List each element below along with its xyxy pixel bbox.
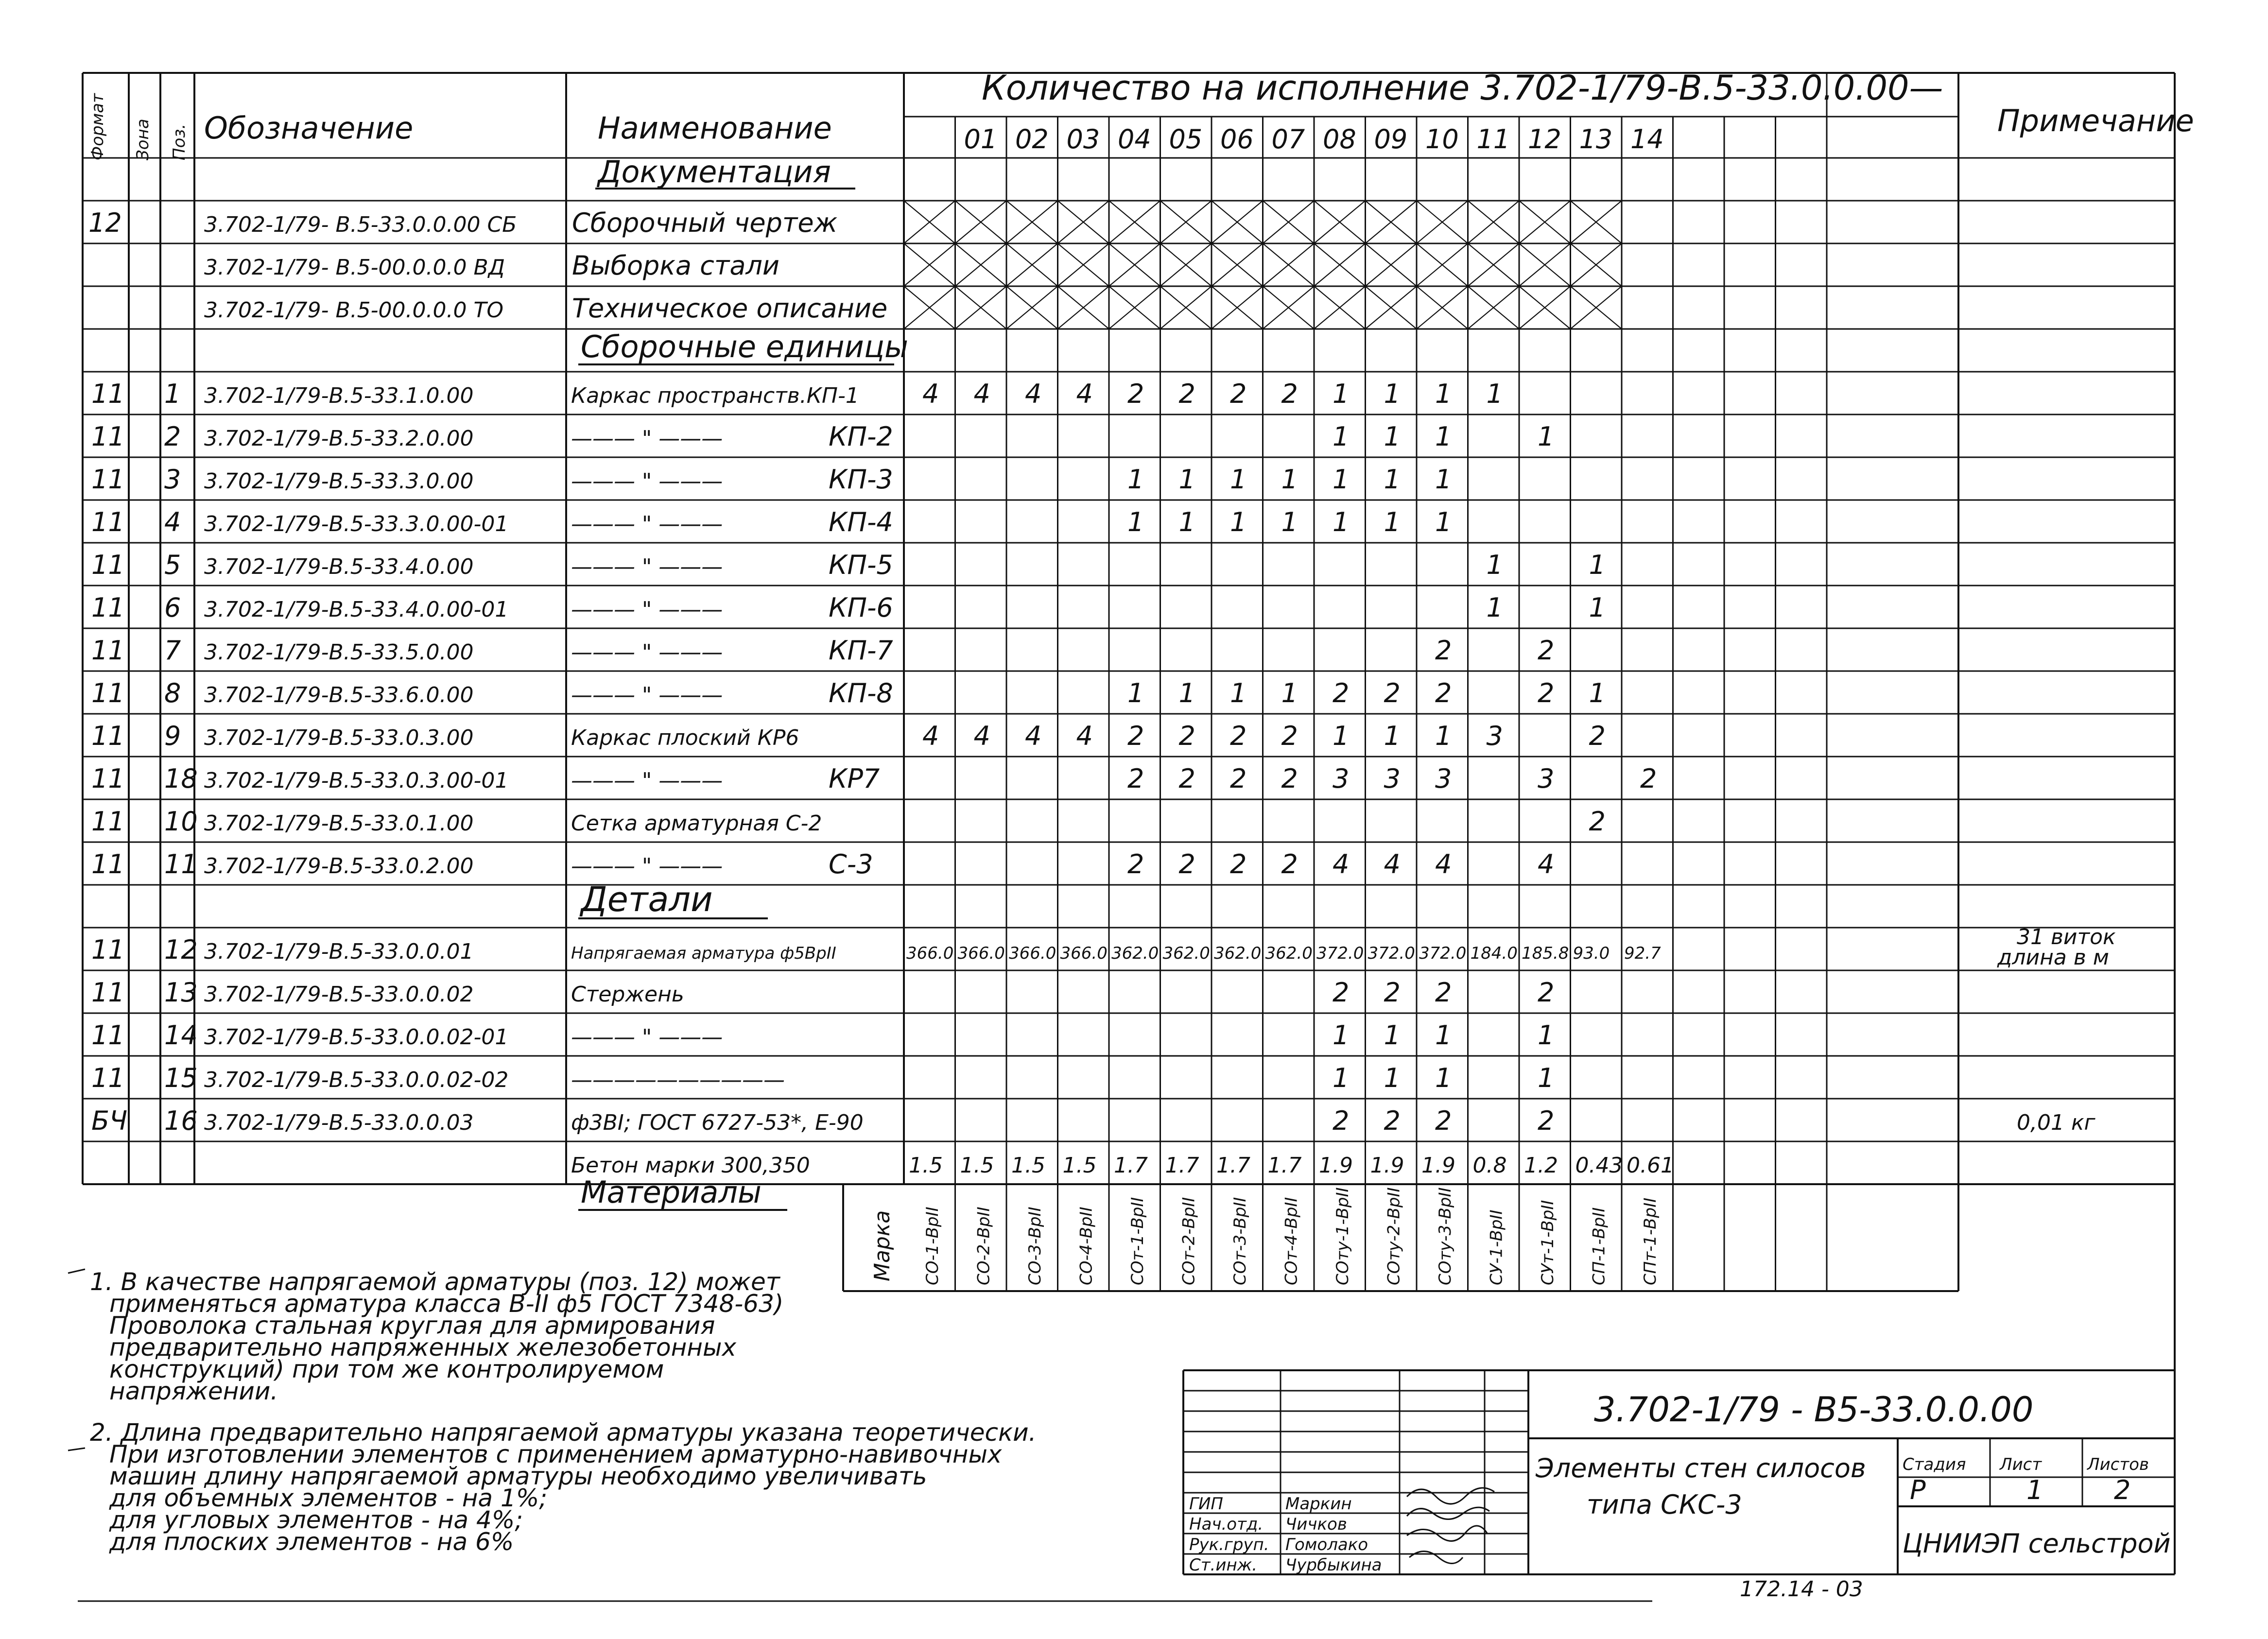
execution-header: 13 xyxy=(1579,124,1613,155)
quantity-cell: 1 xyxy=(1384,421,1401,452)
row-name-mark: КП-6 xyxy=(829,592,893,623)
quantity-cell: 1 xyxy=(1127,507,1144,537)
row-name-mark: КР7 xyxy=(829,763,880,794)
quantity-cell: 2 xyxy=(1384,678,1401,708)
quantity-cell: 1 xyxy=(1333,421,1350,452)
row-designation: 3.702-1/79-В.5-33.5.0.00 xyxy=(204,640,474,665)
note-line: напряжении. xyxy=(109,1377,278,1405)
doc-format: 12 xyxy=(88,207,122,238)
row-name: ——— " ——— xyxy=(571,640,723,665)
quantity-cell: 2 xyxy=(1333,977,1350,1008)
material-quantity: 1.2 xyxy=(1524,1153,1558,1178)
quantity-cell: 362.0 xyxy=(1162,944,1210,963)
quantity-cell: 3 xyxy=(1486,721,1503,751)
quantity-cell: 1 xyxy=(1127,678,1144,708)
material-quantity: 1.7 xyxy=(1216,1153,1250,1178)
material-row xyxy=(571,1153,1674,1178)
section-assembly-units: Сборочные единицы xyxy=(581,329,909,364)
row-designation: 3.702-1/79-В.5-33.2.0.00 xyxy=(204,426,474,451)
row-pos: 9 xyxy=(164,721,181,751)
row-name: ——— " ——— xyxy=(571,854,723,879)
row-name: ——— " ——— xyxy=(571,554,723,579)
row-name: Каркас плоский КР6 xyxy=(571,725,799,750)
row-designation: 3.702-1/79-В.5-33.0.3.00-01 xyxy=(204,768,509,793)
execution-header: 04 xyxy=(1118,124,1151,155)
quantity-cell: 2 xyxy=(1281,721,1298,751)
stamp-stage: Р xyxy=(1910,1475,1926,1505)
detail-designation: 3.702-1/79-В.5-33.0.0.03 xyxy=(204,1110,474,1135)
material-quantity: 1.5 xyxy=(1011,1153,1045,1178)
grid-line xyxy=(68,1448,85,1450)
quantity-cell: 1 xyxy=(1333,1063,1350,1093)
execution-header: 10 xyxy=(1425,124,1459,155)
quantity-cell: 1 xyxy=(1281,678,1298,708)
quantity-cell: 1 xyxy=(1230,507,1247,537)
stamp-title-2: типа СКС-3 xyxy=(1587,1489,1742,1520)
quantity-cell: 1 xyxy=(1435,721,1452,751)
execution-header: 14 xyxy=(1630,124,1664,155)
row-designation: 3.702-1/79-В.5-33.4.0.00-01 xyxy=(204,597,509,622)
quantity-cell: 2 xyxy=(1333,678,1350,708)
material-quantity: 0.43 xyxy=(1575,1153,1623,1178)
stamp-role: Рук.груп. xyxy=(1189,1535,1269,1554)
quantity-cell: 1 xyxy=(1435,464,1452,495)
quantity-cell: 366.0 xyxy=(1009,944,1056,963)
detail-designation: 3.702-1/79-В.5-33.0.0.02-02 xyxy=(204,1068,509,1092)
col-zone-header: Зона xyxy=(133,119,153,160)
detail-note: длина в м xyxy=(1997,945,2109,970)
material-quantity: 1.5 xyxy=(1062,1153,1097,1178)
quantity-cell: 372.0 xyxy=(1419,944,1467,963)
col-format-header: Формат xyxy=(88,93,107,160)
detail-pos: 15 xyxy=(164,1063,198,1093)
stamp-sheets: 2 xyxy=(2114,1475,2131,1505)
mark-code: СОт-3-ВрII xyxy=(1230,1197,1250,1285)
quantity-cell: 2 xyxy=(1384,1105,1401,1136)
quantity-cell: 3 xyxy=(1333,763,1350,794)
mark-code: СО-2-ВрII xyxy=(974,1207,994,1285)
stamp-role: Нач.отд. xyxy=(1189,1515,1264,1534)
stamp-org: ЦНИИЭП сельстрой xyxy=(1903,1528,2171,1559)
material-quantity: 1.7 xyxy=(1165,1153,1199,1178)
material-quantity: 1.5 xyxy=(909,1153,943,1178)
execution-header: 07 xyxy=(1271,124,1305,155)
row-format: 11 xyxy=(91,507,125,537)
row-format: 11 xyxy=(91,464,125,495)
quantity-cell: 1 xyxy=(1538,421,1555,452)
quantity-cell: 4 xyxy=(1435,849,1452,880)
quantity-cell: 4 xyxy=(1538,849,1555,880)
row-format: 11 xyxy=(91,635,125,666)
mark-code: СУ-1-ВрII xyxy=(1487,1209,1506,1285)
quantity-cell: 2 xyxy=(1127,849,1144,880)
row-pos: 1 xyxy=(164,379,181,409)
quantity-cell: 1 xyxy=(1127,464,1144,495)
quantity-cell: 1 xyxy=(1589,550,1606,580)
quantity-cell: 1 xyxy=(1384,1063,1401,1093)
detail-designation: 3.702-1/79-В.5-33.0.0.01 xyxy=(204,939,474,964)
quantity-cell: 1 xyxy=(1384,507,1401,537)
note-line: 2. Длина предварительно напрягаемой арматуры указана теоретически. xyxy=(90,1418,1037,1447)
detail-note: 31 виток xyxy=(2017,925,2116,949)
section-details: Детали xyxy=(581,880,713,919)
execution-header: 03 xyxy=(1066,124,1100,155)
detail-name: Напрягаемая арматура ф5ВрII xyxy=(571,944,836,963)
material-name: Бетон марки 300,350 xyxy=(571,1153,810,1178)
row-name-mark: КП-4 xyxy=(829,507,893,537)
row-designation: 3.702-1/79-В.5-33.6.0.00 xyxy=(204,683,474,707)
doc-designation: 3.702-1/79- В.5-33.0.0.00 СБ xyxy=(204,212,517,237)
quantity-cell: 2 xyxy=(1230,763,1247,794)
row-name-mark: КП-5 xyxy=(829,550,893,580)
quantity-cell: 1 xyxy=(1230,678,1247,708)
execution-header: 12 xyxy=(1528,124,1561,155)
quantity-cell: 185.8 xyxy=(1522,944,1569,963)
execution-header: 08 xyxy=(1323,124,1356,155)
row-pos: 3 xyxy=(164,464,181,495)
mark-code: СУт-1-ВрII xyxy=(1538,1200,1558,1285)
quantity-cell: 4 xyxy=(1025,379,1042,409)
quantity-cell: 1 xyxy=(1281,507,1298,537)
row-name-mark: КП-2 xyxy=(829,421,893,452)
execution-header: 01 xyxy=(964,124,998,155)
row-name: ——— " ——— xyxy=(571,426,723,451)
quantity-cell: 2 xyxy=(1333,1105,1350,1136)
detail-designation: 3.702-1/79-В.5-33.0.0.02 xyxy=(204,982,474,1007)
quantity-cell: 2 xyxy=(1230,721,1247,751)
row-format: 11 xyxy=(91,849,125,880)
quantity-cell: 2 xyxy=(1538,977,1555,1008)
quantity-cell: 2 xyxy=(1127,721,1144,751)
mark-code: СОт-4-ВрII xyxy=(1281,1197,1301,1285)
doc-name: Техническое описание xyxy=(572,293,888,324)
quantity-cell: 3 xyxy=(1435,763,1452,794)
stamp-role: ГИП xyxy=(1189,1494,1223,1514)
row-format: 11 xyxy=(91,678,125,708)
quantity-cell: 4 xyxy=(973,721,990,751)
row-pos: 7 xyxy=(164,635,181,666)
stamp-person: Гомолако xyxy=(1285,1535,1368,1554)
quantity-cell: 1 xyxy=(1384,464,1401,495)
stamp-stage-label: Стадия xyxy=(1903,1455,1966,1474)
quantity-cell: 362.0 xyxy=(1265,944,1313,963)
stamp-sheet: 1 xyxy=(2026,1475,2043,1505)
quantity-cell: 184.0 xyxy=(1470,944,1518,963)
signature-mark xyxy=(1409,1552,1463,1564)
mark-code: СОту-2-ВрII xyxy=(1384,1187,1404,1285)
row-designation: 3.702-1/79-В.5-33.0.2.00 xyxy=(204,854,474,879)
row-name: ——— " ——— xyxy=(571,597,723,622)
quantity-cell: 2 xyxy=(1281,849,1298,880)
note-line: Проволока стальная круглая для армирования xyxy=(109,1311,715,1340)
quantity-cell: 1 xyxy=(1230,464,1247,495)
note-line: машин длину напрягаемой арматуры необходимо увеличивать xyxy=(109,1462,927,1490)
quantity-cell: 2 xyxy=(1435,678,1452,708)
quantity-cell: 2 xyxy=(1435,1105,1452,1136)
row-name: ——— " ——— xyxy=(571,512,723,536)
row-name-mark: КП-8 xyxy=(829,678,893,708)
stamp-person: Чичков xyxy=(1285,1515,1347,1534)
stamp-sheet-label: Лист xyxy=(2000,1455,2042,1474)
row-pos: 6 xyxy=(164,592,181,623)
detail-format: 11 xyxy=(91,977,125,1008)
detail-name: Стержень xyxy=(571,982,684,1007)
col-note-header: Примечание xyxy=(1997,103,2194,138)
row-name-mark: КП-7 xyxy=(829,635,893,666)
quantity-cell: 2 xyxy=(1178,379,1195,409)
quantity-cell: 372.0 xyxy=(1316,944,1364,963)
quantity-cell: 1 xyxy=(1333,507,1350,537)
row-pos: 8 xyxy=(164,678,181,708)
col-name-header: Наименование xyxy=(598,110,832,146)
row-name-mark: С-3 xyxy=(829,849,873,880)
doc-name: Выборка стали xyxy=(572,250,780,281)
signature-mark xyxy=(1407,1488,1494,1504)
detail-rows xyxy=(91,925,2116,1136)
detail-format: БЧ xyxy=(91,1105,128,1136)
quantity-cell: 2 xyxy=(1589,721,1606,751)
note-line: для объемных элементов - на 1%; xyxy=(109,1484,548,1512)
stamp-person: Чурбыкина xyxy=(1285,1555,1382,1575)
material-quantity: 1.9 xyxy=(1370,1153,1404,1178)
detail-pos: 12 xyxy=(164,934,198,965)
quantity-cell: 1 xyxy=(1538,1063,1555,1093)
row-designation: 3.702-1/79-В.5-33.0.1.00 xyxy=(204,811,474,836)
quantity-cell: 2 xyxy=(1538,1105,1555,1136)
quantity-cell: 3 xyxy=(1538,763,1555,794)
quantity-cell: 2 xyxy=(1178,721,1195,751)
row-format: 11 xyxy=(91,592,125,623)
quantity-cell: 1 xyxy=(1589,592,1606,623)
detail-format: 11 xyxy=(91,1020,125,1051)
note-line: конструкций) при том же контролируемом xyxy=(109,1355,664,1383)
quantity-cell: 366.0 xyxy=(1060,944,1108,963)
quantity-cell: 4 xyxy=(1384,849,1401,880)
detail-designation: 3.702-1/79-В.5-33.0.0.02-01 xyxy=(204,1025,509,1050)
quantity-cell: 362.0 xyxy=(1214,944,1262,963)
quantity-cell: 4 xyxy=(973,379,990,409)
quantity-cell: 372.0 xyxy=(1368,944,1415,963)
mark-code: СО-3-ВрII xyxy=(1025,1207,1045,1285)
quantity-cell: 2 xyxy=(1281,763,1298,794)
quantity-cell: 366.0 xyxy=(957,944,1005,963)
detail-format: 11 xyxy=(91,934,125,965)
quantity-cell: 2 xyxy=(1230,849,1247,880)
quantity-cell: 2 xyxy=(1127,379,1144,409)
documentation-rows xyxy=(88,207,887,324)
note-line: применяться арматура класса В-II ф5 ГОСТ 7348-63) xyxy=(109,1290,784,1318)
quantity-cell: 1 xyxy=(1435,421,1452,452)
quantity-cell: 2 xyxy=(1538,635,1555,666)
row-format: 11 xyxy=(91,421,125,452)
material-quantity: 0.61 xyxy=(1627,1153,1674,1178)
quantity-cell: 2 xyxy=(1384,977,1401,1008)
material-quantity: 0.8 xyxy=(1472,1153,1507,1178)
quantity-cell: 1 xyxy=(1589,678,1606,708)
quantity-cell: 4 xyxy=(922,721,939,751)
detail-pos: 14 xyxy=(164,1020,198,1051)
quantity-cell: 1 xyxy=(1384,1020,1401,1051)
stamp-code: 3.702-1/79 - В5-33.0.0.00 xyxy=(1594,1390,2034,1430)
stamp-role: Ст.инж. xyxy=(1189,1555,1258,1575)
note-line: для плоских элементов - на 6% xyxy=(109,1528,514,1556)
quantity-cell: 1 xyxy=(1538,1020,1555,1051)
detail-name: —————————— xyxy=(571,1068,785,1092)
marks-row xyxy=(870,1187,1660,1285)
quantity-cell: 2 xyxy=(1127,763,1144,794)
quantity-cell: 1 xyxy=(1435,1063,1452,1093)
quantity-cell: 2 xyxy=(1538,678,1555,708)
row-pos: 2 xyxy=(164,421,181,452)
grid-line xyxy=(68,1269,85,1273)
row-pos: 11 xyxy=(164,849,198,880)
row-pos: 5 xyxy=(164,550,181,580)
quantity-cell: 4 xyxy=(1076,379,1093,409)
quantity-cell: 2 xyxy=(1178,849,1195,880)
quantity-cell: 4 xyxy=(1333,849,1350,880)
quantity-cell: 3 xyxy=(1384,763,1401,794)
quantity-cell: 1 xyxy=(1333,464,1350,495)
row-pos: 10 xyxy=(164,806,198,837)
row-pos: 18 xyxy=(164,763,198,794)
row-designation: 3.702-1/79-В.5-33.3.0.00 xyxy=(204,469,474,494)
doc-name: Сборочный чертеж xyxy=(572,207,838,238)
detail-pos: 13 xyxy=(164,977,198,1008)
stamp-title-1: Элементы стен силосов xyxy=(1536,1453,1866,1484)
row-designation: 3.702-1/79-В.5-33.1.0.00 xyxy=(204,383,474,408)
mark-code: СОту-3-ВрII xyxy=(1436,1187,1455,1285)
quantity-cell: 2 xyxy=(1281,379,1298,409)
quantity-cell: 366.0 xyxy=(906,944,954,963)
quantity-cell: 1 xyxy=(1333,1020,1350,1051)
row-format: 11 xyxy=(91,763,125,794)
row-name: ——— " ——— xyxy=(571,768,723,793)
marks-label: Марка xyxy=(870,1210,895,1281)
quantity-cell: 2 xyxy=(1178,763,1195,794)
quantity-cell: 2 xyxy=(1435,635,1452,666)
execution-header: 06 xyxy=(1220,124,1254,155)
row-designation: 3.702-1/79-В.5-33.4.0.00 xyxy=(204,554,474,579)
doc-designation: 3.702-1/79- В.5-00.0.0.0 ТО xyxy=(204,298,503,323)
row-name: ——— " ——— xyxy=(571,683,723,707)
mark-code: СОт-2-ВрII xyxy=(1179,1197,1199,1285)
quantity-cell: 1 xyxy=(1281,464,1298,495)
col-designation-header: Обозначение xyxy=(204,110,414,146)
row-name-mark: КП-3 xyxy=(829,464,893,495)
material-quantity: 1.5 xyxy=(960,1153,994,1178)
quantity-cell: 1 xyxy=(1486,592,1503,623)
execution-header: 05 xyxy=(1169,124,1203,155)
execution-header: 02 xyxy=(1015,124,1049,155)
material-quantity: 1.7 xyxy=(1114,1153,1148,1178)
quantity-cell: 2 xyxy=(1230,379,1247,409)
col-pos-header: Поз. xyxy=(170,123,189,160)
quantity-cell: 93.0 xyxy=(1573,944,1610,963)
row-designation: 3.702-1/79-В.5-33.0.3.00 xyxy=(204,725,474,750)
quantity-cell: 4 xyxy=(922,379,939,409)
detail-note: 0,01 кг xyxy=(2017,1110,2095,1135)
execution-header: 11 xyxy=(1476,124,1510,155)
quantity-cell: 1 xyxy=(1435,1020,1452,1051)
quantity-cell: 1 xyxy=(1435,379,1452,409)
execution-header: 09 xyxy=(1374,124,1408,155)
mark-code: СП-1-ВрII xyxy=(1589,1207,1609,1285)
row-format: 11 xyxy=(91,721,125,751)
stamp-sheets-label: Листов xyxy=(2087,1455,2149,1474)
row-format: 11 xyxy=(91,806,125,837)
mark-code: СОт-1-ВрII xyxy=(1128,1197,1147,1285)
detail-format: 11 xyxy=(91,1063,125,1093)
quantity-cell: 1 xyxy=(1435,507,1452,537)
note-line: При изготовлении элементов с применением арматурно-навивочных xyxy=(109,1440,1002,1468)
bottom-mark: 172.14 - 03 xyxy=(1740,1577,1863,1602)
row-name: ——— " ——— xyxy=(571,469,723,494)
quantity-cell: 4 xyxy=(1025,721,1042,751)
quantity-cell: 1 xyxy=(1486,550,1503,580)
quantity-cell: 1 xyxy=(1486,379,1503,409)
quantity-cell: 1 xyxy=(1178,464,1195,495)
material-quantity: 1.7 xyxy=(1267,1153,1302,1178)
quantity-cell: 1 xyxy=(1178,678,1195,708)
col-qty-title: Количество на исполнение 3.702-1/79-В.5-33.0.0.00— xyxy=(982,68,1943,108)
mark-code: СОту-1-ВрII xyxy=(1333,1187,1352,1285)
quantity-cell: 1 xyxy=(1333,379,1350,409)
quantity-cell: 92.7 xyxy=(1624,944,1661,963)
material-quantity: 1.9 xyxy=(1421,1153,1455,1178)
row-name: Сетка арматурная С-2 xyxy=(571,811,822,836)
detail-pos: 16 xyxy=(164,1105,198,1136)
quantity-cell: 1 xyxy=(1178,507,1195,537)
quantity-cell: 4 xyxy=(1076,721,1093,751)
row-name: Каркас пространств.КП-1 xyxy=(571,383,859,408)
mark-code: СО-4-ВрII xyxy=(1076,1207,1096,1285)
quantity-cell: 2 xyxy=(1435,977,1452,1008)
detail-name: ——— " ——— xyxy=(571,1025,723,1050)
note-line: для угловых элементов - на 4%; xyxy=(109,1506,523,1534)
quantity-cell: 2 xyxy=(1589,806,1606,837)
section-documentation: Документация xyxy=(598,154,831,190)
note-line: предварительно напряженных железобетонных xyxy=(109,1333,737,1362)
quantity-cell: 2 xyxy=(1640,763,1657,794)
mark-code: СО-1-ВрII xyxy=(923,1207,942,1285)
row-pos: 4 xyxy=(164,507,181,537)
detail-name: ф3ВI; ГОСТ 6727-53*, Е-90 xyxy=(571,1110,864,1135)
section-materials: Материалы xyxy=(581,1174,762,1210)
quantity-cell: 1 xyxy=(1333,721,1350,751)
row-designation: 3.702-1/79-В.5-33.3.0.00-01 xyxy=(204,512,509,536)
row-format: 11 xyxy=(91,379,125,409)
quantity-cell: 1 xyxy=(1384,379,1401,409)
doc-designation: 3.702-1/79- В.5-00.0.0.0 ВД xyxy=(204,255,505,280)
note-line: 1. В качестве напрягаемой арматуры (поз. 12) может xyxy=(90,1268,780,1296)
mark-code: СПт-1-ВрII xyxy=(1641,1197,1660,1285)
stamp-person: Маркин xyxy=(1285,1494,1352,1514)
material-quantity: 1.9 xyxy=(1319,1153,1353,1178)
row-format: 11 xyxy=(91,550,125,580)
quantity-cell: 1 xyxy=(1384,721,1401,751)
notes-block xyxy=(90,1268,1037,1556)
quantity-cell: 362.0 xyxy=(1111,944,1159,963)
